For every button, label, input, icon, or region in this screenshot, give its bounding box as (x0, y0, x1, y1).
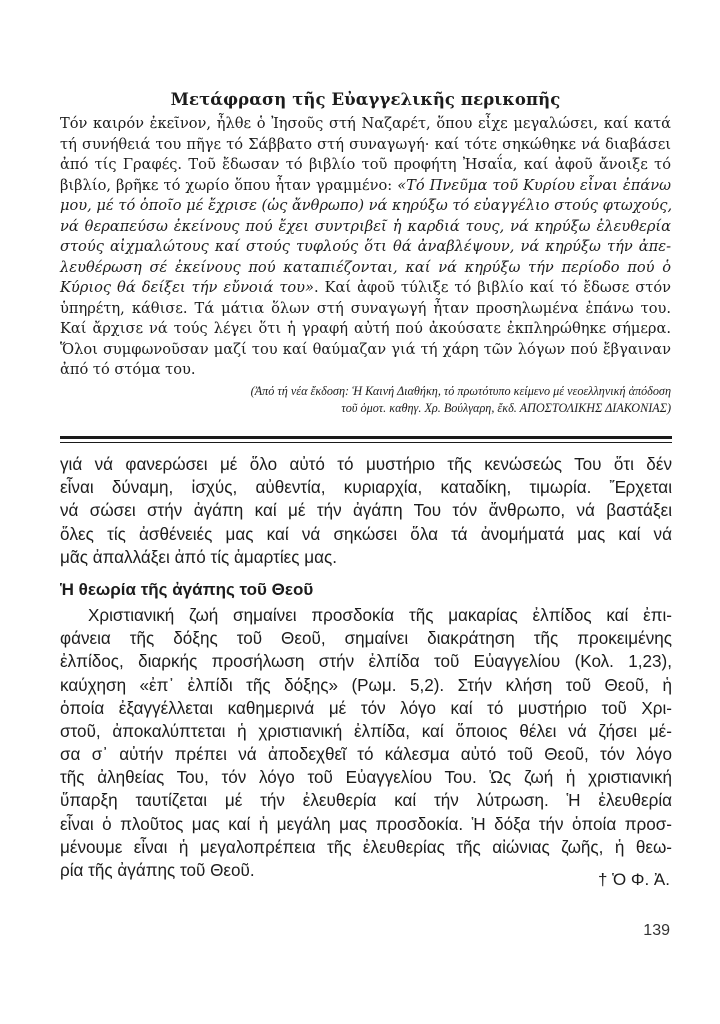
scripture-quote: «Τό Πνεῦμα τοῦ Κυρίου εἶναι ἐπάνω (397, 176, 671, 194)
line-text: Καί ἄρχισε νά τούς λέγει ὅτι ἡ γραφή αὐτή πού ἀκούσατε ἐκπληρώθηκε σήμερα. (60, 320, 671, 337)
text-line: γιά νά φανερώσει μέ ὅλο αὐτό τό μυστήριο τῆς κενώσεώς Του ὅτι δέν (60, 455, 672, 474)
translation-title: Μετάφραση τῆς Εὐαγγελικῆς περικοπῆς (170, 90, 561, 109)
scripture-quote: μου, μέ τό ὁποῖο μέ ἔχρισε (ὡς ἄνθρωπο) νά κηρύξω τό εὐαγγέλιο στούς φτωχούς, (60, 197, 673, 214)
text-line: ἐλπίδος, διαρκής προσήλωση στήν ἐλπίδα τοῦ Εὐαγγελίου (Κολ. 1,23), (60, 652, 672, 672)
text-line: στοῦ, ἀποκαλύπτεται ἡ χριστιανική ἐλπίδα, καί ὅποιος θέλει νά ζήσει μέ- (60, 721, 672, 741)
text-line: μένουμε εἶναι ἡ μεγαλοπρέπεια τῆς ἐλευθερίας τῆς αἰώνιας ζωῆς, ἡ θεω- (60, 837, 672, 857)
translation-line (60, 217, 671, 238)
line-text: βιβλίο, βρῆκε τό χωρίο ὅπου ἦταν γραμμένο: (60, 176, 398, 194)
text-line: νά σώσει στήν ἀγάπη καί μέ τήν ἀγάπη Του τόν ἄνθρωπο, νά βαστάξει (60, 501, 672, 521)
divider-thin (60, 442, 672, 443)
text-line: ὕπαρξη ταυτίζεται μέ τήν ἐλευθερία καί τήν λύτρωση. Ἡ ἐλευθερία (60, 791, 672, 811)
scripture-quote: στούς αἰχμαλώτους καί στούς τυφλούς ὅτι θά ἀναβλέψουν, νά κηρύξω τήν ἀπε- (60, 238, 671, 255)
line-text: ὑπηρέτη, κάθισε. Τά μάτια ὅλων στή συναγωγή ἦταν προσηλωμένα ἐπάνω του. (60, 299, 671, 317)
text-line: καύχηση «ἐπ᾽ ἐλπίδι τῆς δόξης» (Ρωμ. 5,2). Στήν κλήση τοῦ Θεοῦ, ἡ (60, 675, 672, 695)
translation-line (60, 237, 671, 258)
text-line: ὅλες τίς ἀσθένειές μας καί νά σηκώσει ὅλα τά ἀνομήματά μας καί νά (60, 524, 672, 544)
translation-line (60, 319, 671, 340)
line-text: . Καί ἀφοῦ τύλιξε τό βιβλίο καί τό ἔδωσε στόν (313, 279, 672, 296)
translation-line (60, 176, 671, 197)
line-text: Ὅλοι συμφωνοῦσαν μαζί του καί θαύμαζαν γιά τή χάρη τῶν λόγων πού ἔβγαιναν (60, 340, 671, 358)
line-text: Τόν καιρόν ἐκεῖνον, ἦλθε ὁ Ἰησοῦς στή Ναζαρέτ, ὅπου εἶχε μεγαλώσει, καί κατά (60, 115, 671, 132)
text-line: Χριστιανική ζωή σημαίνει προσδοκία τῆς μακαρίας ἐλπίδος καί ἐπι- (88, 605, 672, 625)
paragraph-1 (60, 453, 672, 569)
main-text (60, 453, 672, 882)
source-line-1: (Ἀπό τή νέα ἔκδοση: Ἡ Καινή Διαθήκη, τό πρωτότυπο κείμενο μέ νεοελληνική ἀπόδοση (250, 383, 671, 398)
author-signature: † Ὁ Φ. Ἀ. (597, 870, 670, 889)
translation-line (60, 278, 671, 299)
translation-line (60, 360, 671, 381)
divider-thick (60, 436, 672, 439)
translation-line (60, 196, 671, 217)
text-line: εἶναι δύναμη, ἰσχύς, αὐθεντία, κυριαρχία, καταδίκη, τιμωρία. Ἔρχεται (60, 478, 672, 498)
scripture-quote: νά θεραπεύσω ἐκείνους πού ἔχει συντριβεῖ ἡ καρδιά τους, νά κηρύξω ἐλευθερία (60, 217, 671, 235)
source-line-2: τοῦ ὁμοτ. καθηγ. Χρ. Βούλγαρη, ἔκδ. ΑΠΟΣΤΟΛΙΚΗΣ ΔΙΑΚΟΝΙΑΣ) (341, 400, 671, 415)
translation-line (60, 299, 671, 320)
translation-line (60, 114, 671, 135)
translation-line (60, 258, 671, 279)
text-line: εἶναι ὁ πλοῦτος μας καί ἡ μεγάλη μας προσδοκία. Ἡ δόξα τήν ὁποία προσ- (60, 814, 672, 834)
text-line: ρία τῆς ἀγάπης τοῦ Θεοῦ. (60, 861, 255, 880)
translation-line (60, 135, 671, 156)
line-text: ἀπό τό στόμα του. (60, 361, 196, 378)
text-line: ὁποία ἐξαγγέλλεται καθημερινά μέ τόν λόγο καί τό μυστήριο τοῦ Χρι- (60, 698, 672, 718)
line-text: ἀπό τίς Γραφές. Τοῦ ἔδωσαν τό βιβλίο τοῦ προφήτη Ἠσαΐα, καί ἀφοῦ ἄνοιξε τό (60, 156, 671, 173)
scripture-quote: λευθέρωση σέ ἐκείνους πού καταπιέζονται, καί νά κηρύξω τήν περίοδο πού ὁ (60, 258, 671, 276)
text-line: μᾶς ἀπαλλάξει ἀπό τίς ἁμαρτίες μας. (60, 547, 338, 567)
scripture-quote: Κύριος θά δείξει τήν εὔνοιά του» (60, 279, 314, 296)
page-number: 139 (643, 922, 670, 939)
section-heading: Ἡ θεωρία τῆς ἀγάπης τοῦ Θεοῦ (60, 579, 314, 599)
text-line: τῆς ἀληθείας Του, τόν λόγο τοῦ Εὐαγγελίου Του. Ὡς ζωή ἡ χριστιανική (60, 768, 672, 788)
translation-line (60, 340, 671, 361)
text-line: σα σ᾽ αὐτήν πρέπει νά ἀποδεχθεῖ τό κάλεσμα αὐτό τοῦ Θεοῦ, τόν λόγο (60, 745, 672, 765)
source-citation (60, 383, 671, 417)
line-text: τή συνήθειά του πῆγε τό Σάββατο στή συναγωγή· καί τότε σηκώθηκε νά διαβάσει (60, 135, 671, 153)
paragraph-2 (60, 604, 672, 882)
translation-line (60, 155, 671, 176)
text-line: φάνεια τῆς δόξης τοῦ Θεοῦ, σημαίνει διακράτηση τῆς προκειμένης (60, 629, 672, 649)
gospel-translation-box (60, 88, 671, 417)
